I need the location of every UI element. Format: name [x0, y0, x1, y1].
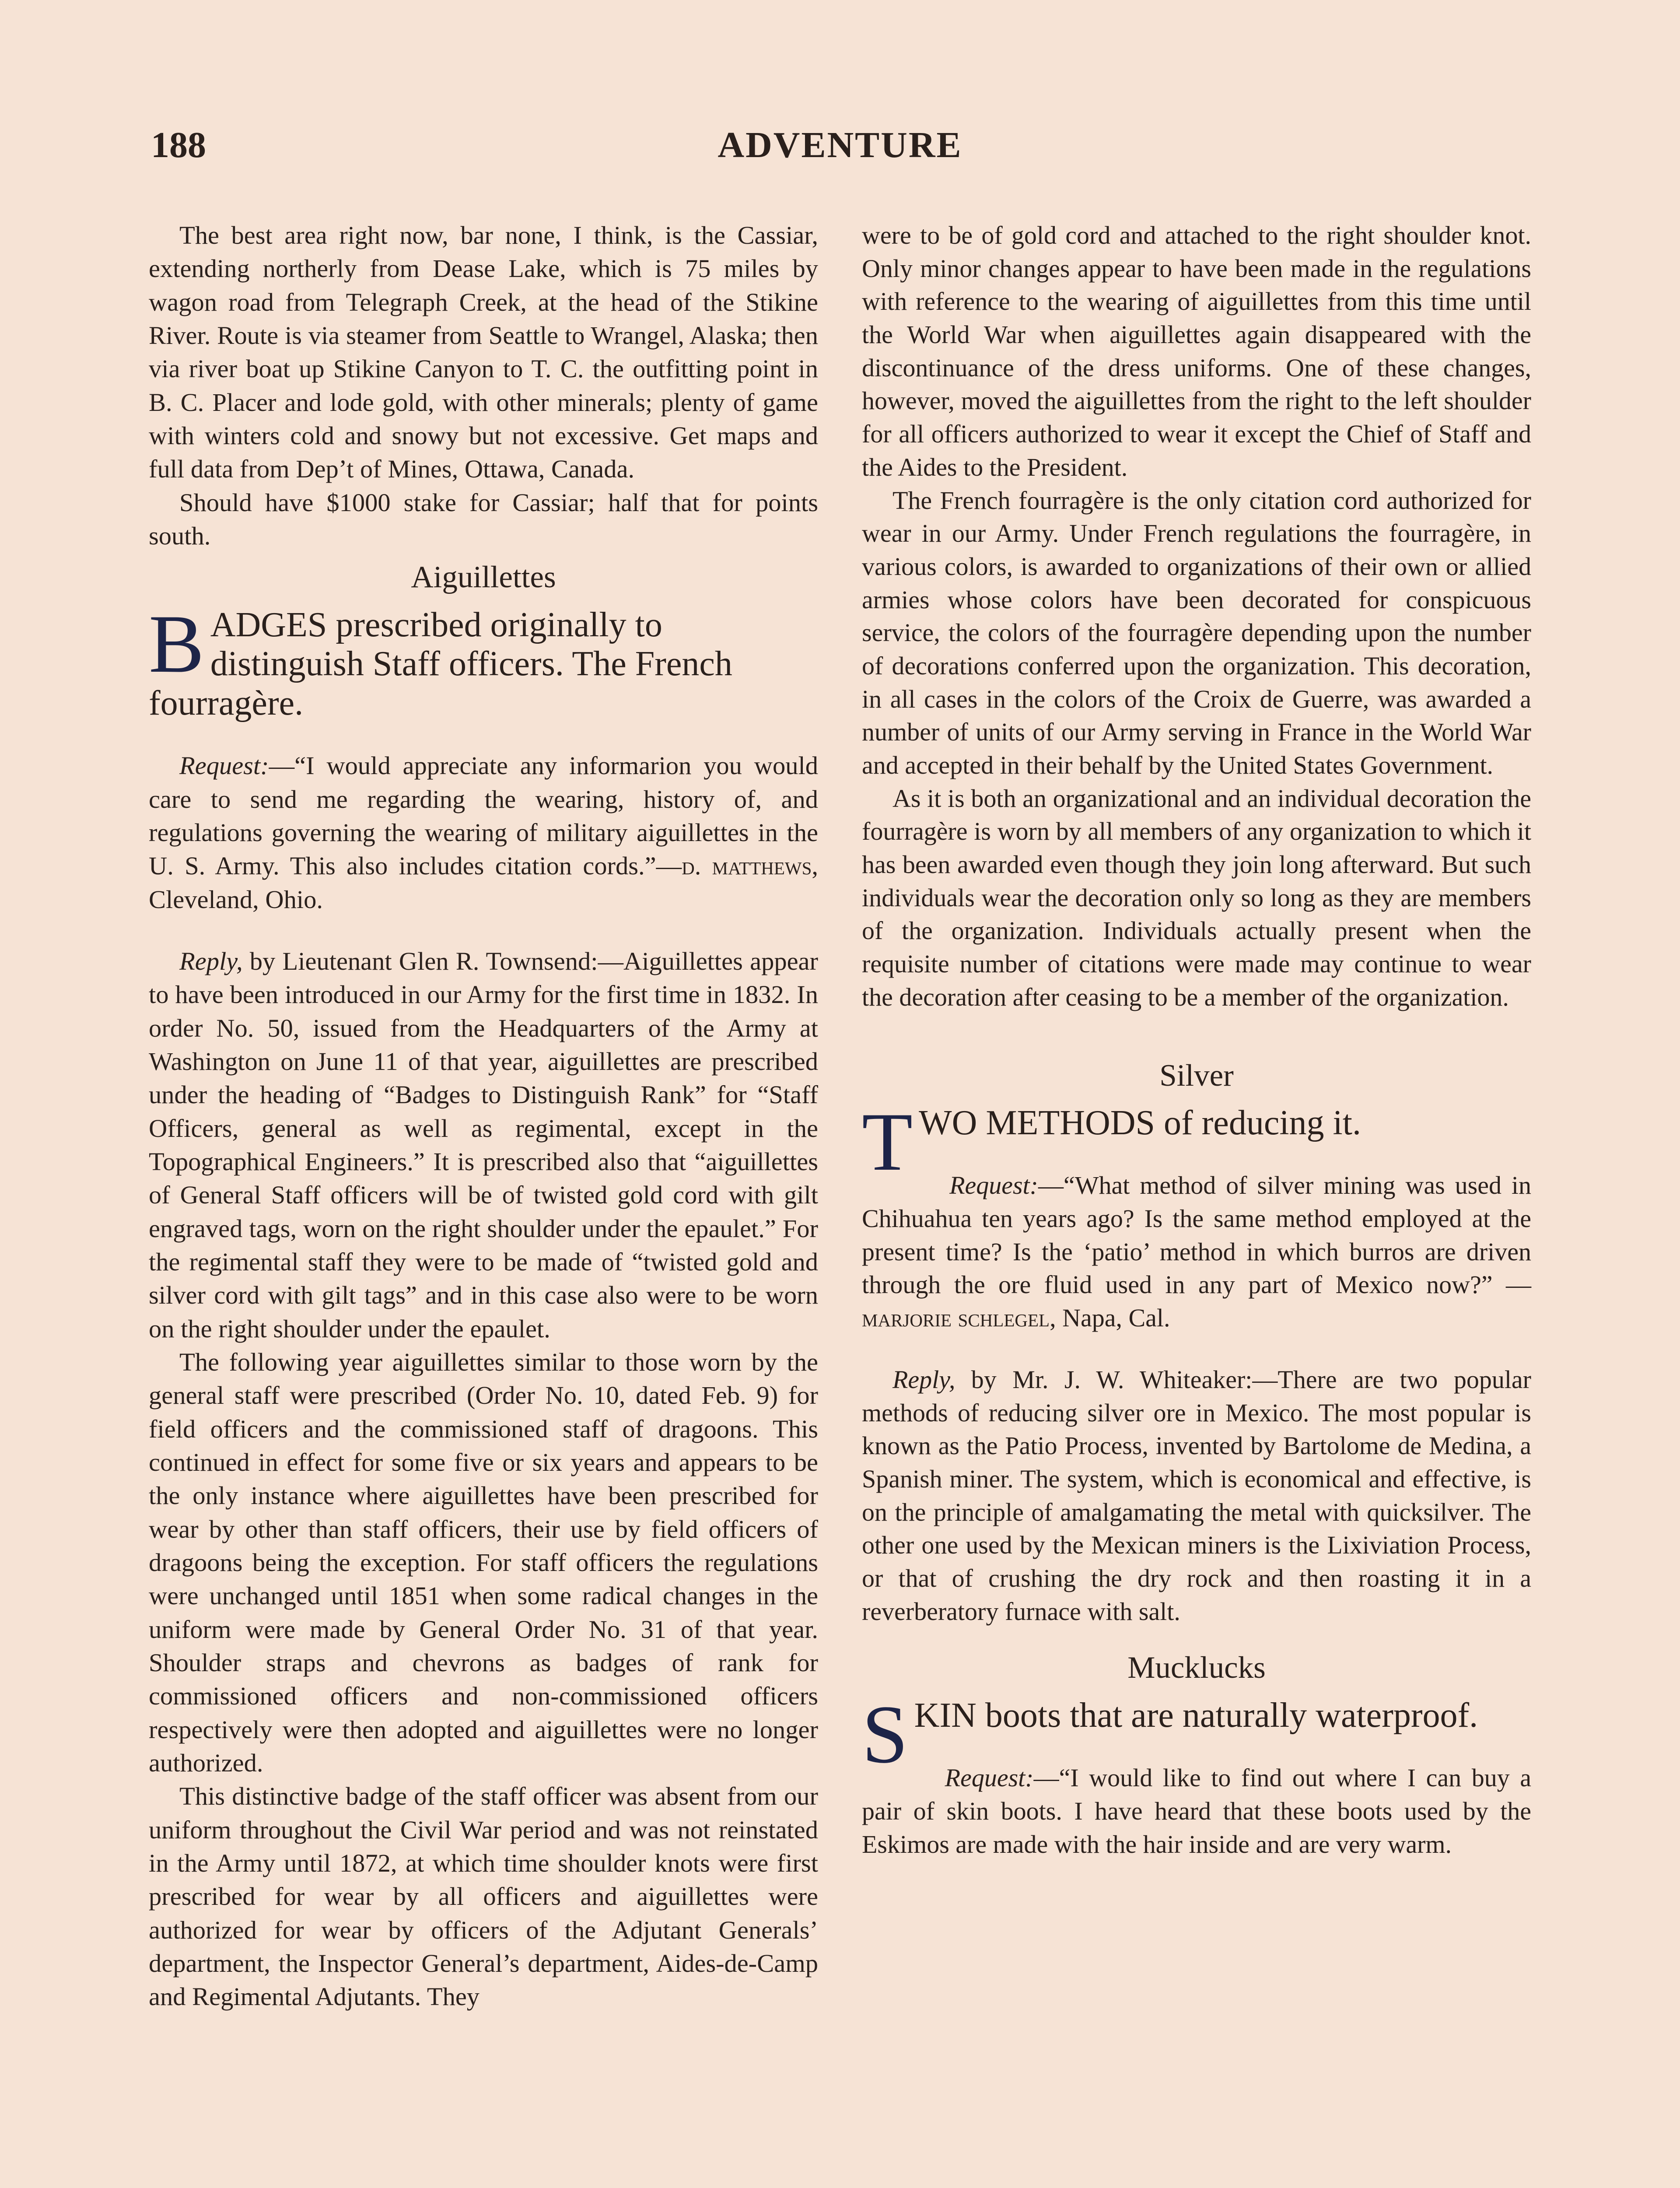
request-label: Request:	[945, 1764, 1034, 1792]
body-paragraph: The following year aiguillettes similar to those worn by the general staff were prescribed (Order No. 10, dated Feb. 9) for field officers and the commissioned staff of dragoons. This continued in effect for some five or six years and appears to be the only instance where aiguillettes have been prescribed for wear by other than staff officers, their use by field officers of dragoons being the exception. For staff officers the regulations were unchanged until 1851 when some radical changes in the uniform were made by General Order No. 31 of that year. Shoulder straps and chevrons as badges of rank for commissioned officers and non-commissioned officers respectively were then adopted and aiguillettes were no longer authorized.	[149, 1347, 818, 1777]
reply-label: Reply,	[179, 947, 243, 975]
body-paragraph: The French fourragère is the only citation cord authorized for wear in our Army. Under French regulations the fourragère, in various colors, is awarded to organizations of their own or allied armies whose colors have been decorated for conspicuous service, the colors of the fourragère depending upon the number of decorations conferred upon the organization. This decoration, in all cases in the colors of the Croix de Guerre, was awarded a number of units of our Army serving in France in the World War and accepted in their behalf by the United States Government.	[862, 486, 1531, 779]
lead-text: KIN boots that are naturally waterproof.	[914, 1696, 1478, 1735]
request-location: , Napa, Cal.	[1050, 1304, 1170, 1332]
body-paragraph: As it is both an organizational and an individual decoration the fourragère is worn by all members of any organization to which it has been awarded even though they join long afterward. But such individuals wear the decoration only so long as they are members of the organization. Individuals actually present when the requisite number of citations were made may continue to wear the decoration after ceasing to be a member of the organization.	[862, 784, 1531, 1011]
reply-paragraph	[862, 1363, 1531, 1628]
intro-paragraph: Should have $1000 stake for Cassiar; half that for points south.	[149, 488, 818, 550]
body-paragraph: This distinctive badge of the staff officer was absent from our uniform throughout the Civil War period and was not reinstated in the Army until 1872, at which time shoulder knots were first prescribed for wear by all officers and aiguillettes were authorized for wear by officers of the Adjutant Generals’ department, the Inspector General’s department, Aides-de-Camp and Regimental Adjutants. They	[149, 1782, 818, 2011]
continued-paragraph: were to be of gold cord and attached to the right shoulder knot. Only minor changes appear to have been made in the regulations with reference to the wearing of aiguillettes from this time until the World War when aiguillettes again disappeared with the discontinuance of the dress uniforms. One of these changes, however, moved the aiguillettes from the right to the left shoulder for all officers authorized to wear it except the Chief of Staff and the Aides to the President.	[862, 221, 1531, 481]
request-paragraph	[862, 1169, 1531, 1334]
reply-text: by Mr. J. W. Whiteaker:—There are two popular methods of reducing silver ore in Mexico. The most popular is known as the Patio Process, invented by Bartolome de Medina, a Spanish miner. The system, which is economical and effective, is on the principle of amalgamating the metal with quicksilver. The other one used by the Mexican miners is the Lixiviation Process, or that of crushing the dry rock and then roasting it in a reverberatory furnace with salt.	[862, 1365, 1531, 1626]
reply-text: by Lieutenant Glen R. Townsend:—Aiguillettes appear to have been introduced in our Army for the first time in 1832. In order No. 50, issued from the Headquarters of the Army at Washington on June 11 of that year, aiguillettes are prescribed under the heading of “Badges to Distinguish Rank” for “Staff Officers, general as well as regimental, except in the Topographical Engineers.” It is prescribed also that “aiguillettes of General Staff officers will be of twisted gold cord with gilt engraved tags, worn on the right shoulder under the epaulet.” For the regimental staff they were to be made of “twisted gold and silver cord with gilt tags” and in this case also were to be worn on the right shoulder under the epaulet.	[149, 947, 818, 1343]
request-label: Request:	[949, 1171, 1038, 1200]
section-title-silver: Silver	[1159, 1058, 1234, 1093]
request-label: Request:	[179, 751, 269, 780]
drop-cap: S	[862, 1688, 908, 1781]
request-paragraph	[862, 1761, 1531, 1861]
reply-paragraph	[149, 945, 818, 1346]
intro-paragraph: The best area right now, bar none, I think, is the Cassiar, extending northerly from Dease Lake, which is 75 miles by wagon road from Telegraph Creek, at the head of the Stikine River. Route is via steamer from Seattle to Wrangel, Alaska; then via river boat up Stikine Canyon to T. C. the outfitting point in B. C. Placer and lode gold, with other minerals; plenty of game with winters cold and snowy but not excessive. Get maps and full data from Dep’t of Mines, Ottawa, Canada.	[149, 221, 818, 484]
lead-text: WO METHODS of reducing it.	[919, 1103, 1361, 1142]
request-paragraph	[149, 749, 818, 916]
left-column	[149, 219, 818, 2014]
request-text: —“I would appreciate any informarion you would care to send me regarding the wearing, history of, and regulations governing the wearing of military aiguillettes in the U. S. Army. This also includes citation cords.”—	[149, 751, 818, 880]
request-author: marjorie schlegel	[862, 1304, 1050, 1332]
lead-text: ADGES prescribed originally to distinguish Staff officers. The French fourragère.	[149, 605, 732, 722]
right-column	[862, 219, 1531, 1861]
section-lead-aiguillettes	[149, 598, 818, 723]
drop-cap: T	[862, 1096, 913, 1188]
running-title: ADVENTURE	[718, 125, 962, 165]
section-title-aiguillettes: Aiguillettes	[411, 560, 556, 595]
reply-label: Reply,	[892, 1365, 956, 1394]
drop-cap: B	[149, 598, 204, 690]
section-title-mucklucks: Mucklucks	[1127, 1651, 1266, 1685]
request-text: —“What method of silver mining was used in Chihuahua ten years ago? Is the same method employed at the present time? Is the ‘patio’ method in which burros are driven through the ore fluid used in any part of Mexico now?” —	[862, 1171, 1531, 1299]
request-text: —“I would like to find out where I can buy a pair of skin boots. I have heard that these boots used by the Eskimos are made with the hair inside and are very warm.	[862, 1764, 1531, 1858]
page-number: 188	[151, 125, 206, 165]
request-author: d. matthews	[682, 852, 812, 880]
page-header	[0, 0, 1680, 219]
request-location: , Cleveland, Ohio.	[149, 852, 818, 914]
